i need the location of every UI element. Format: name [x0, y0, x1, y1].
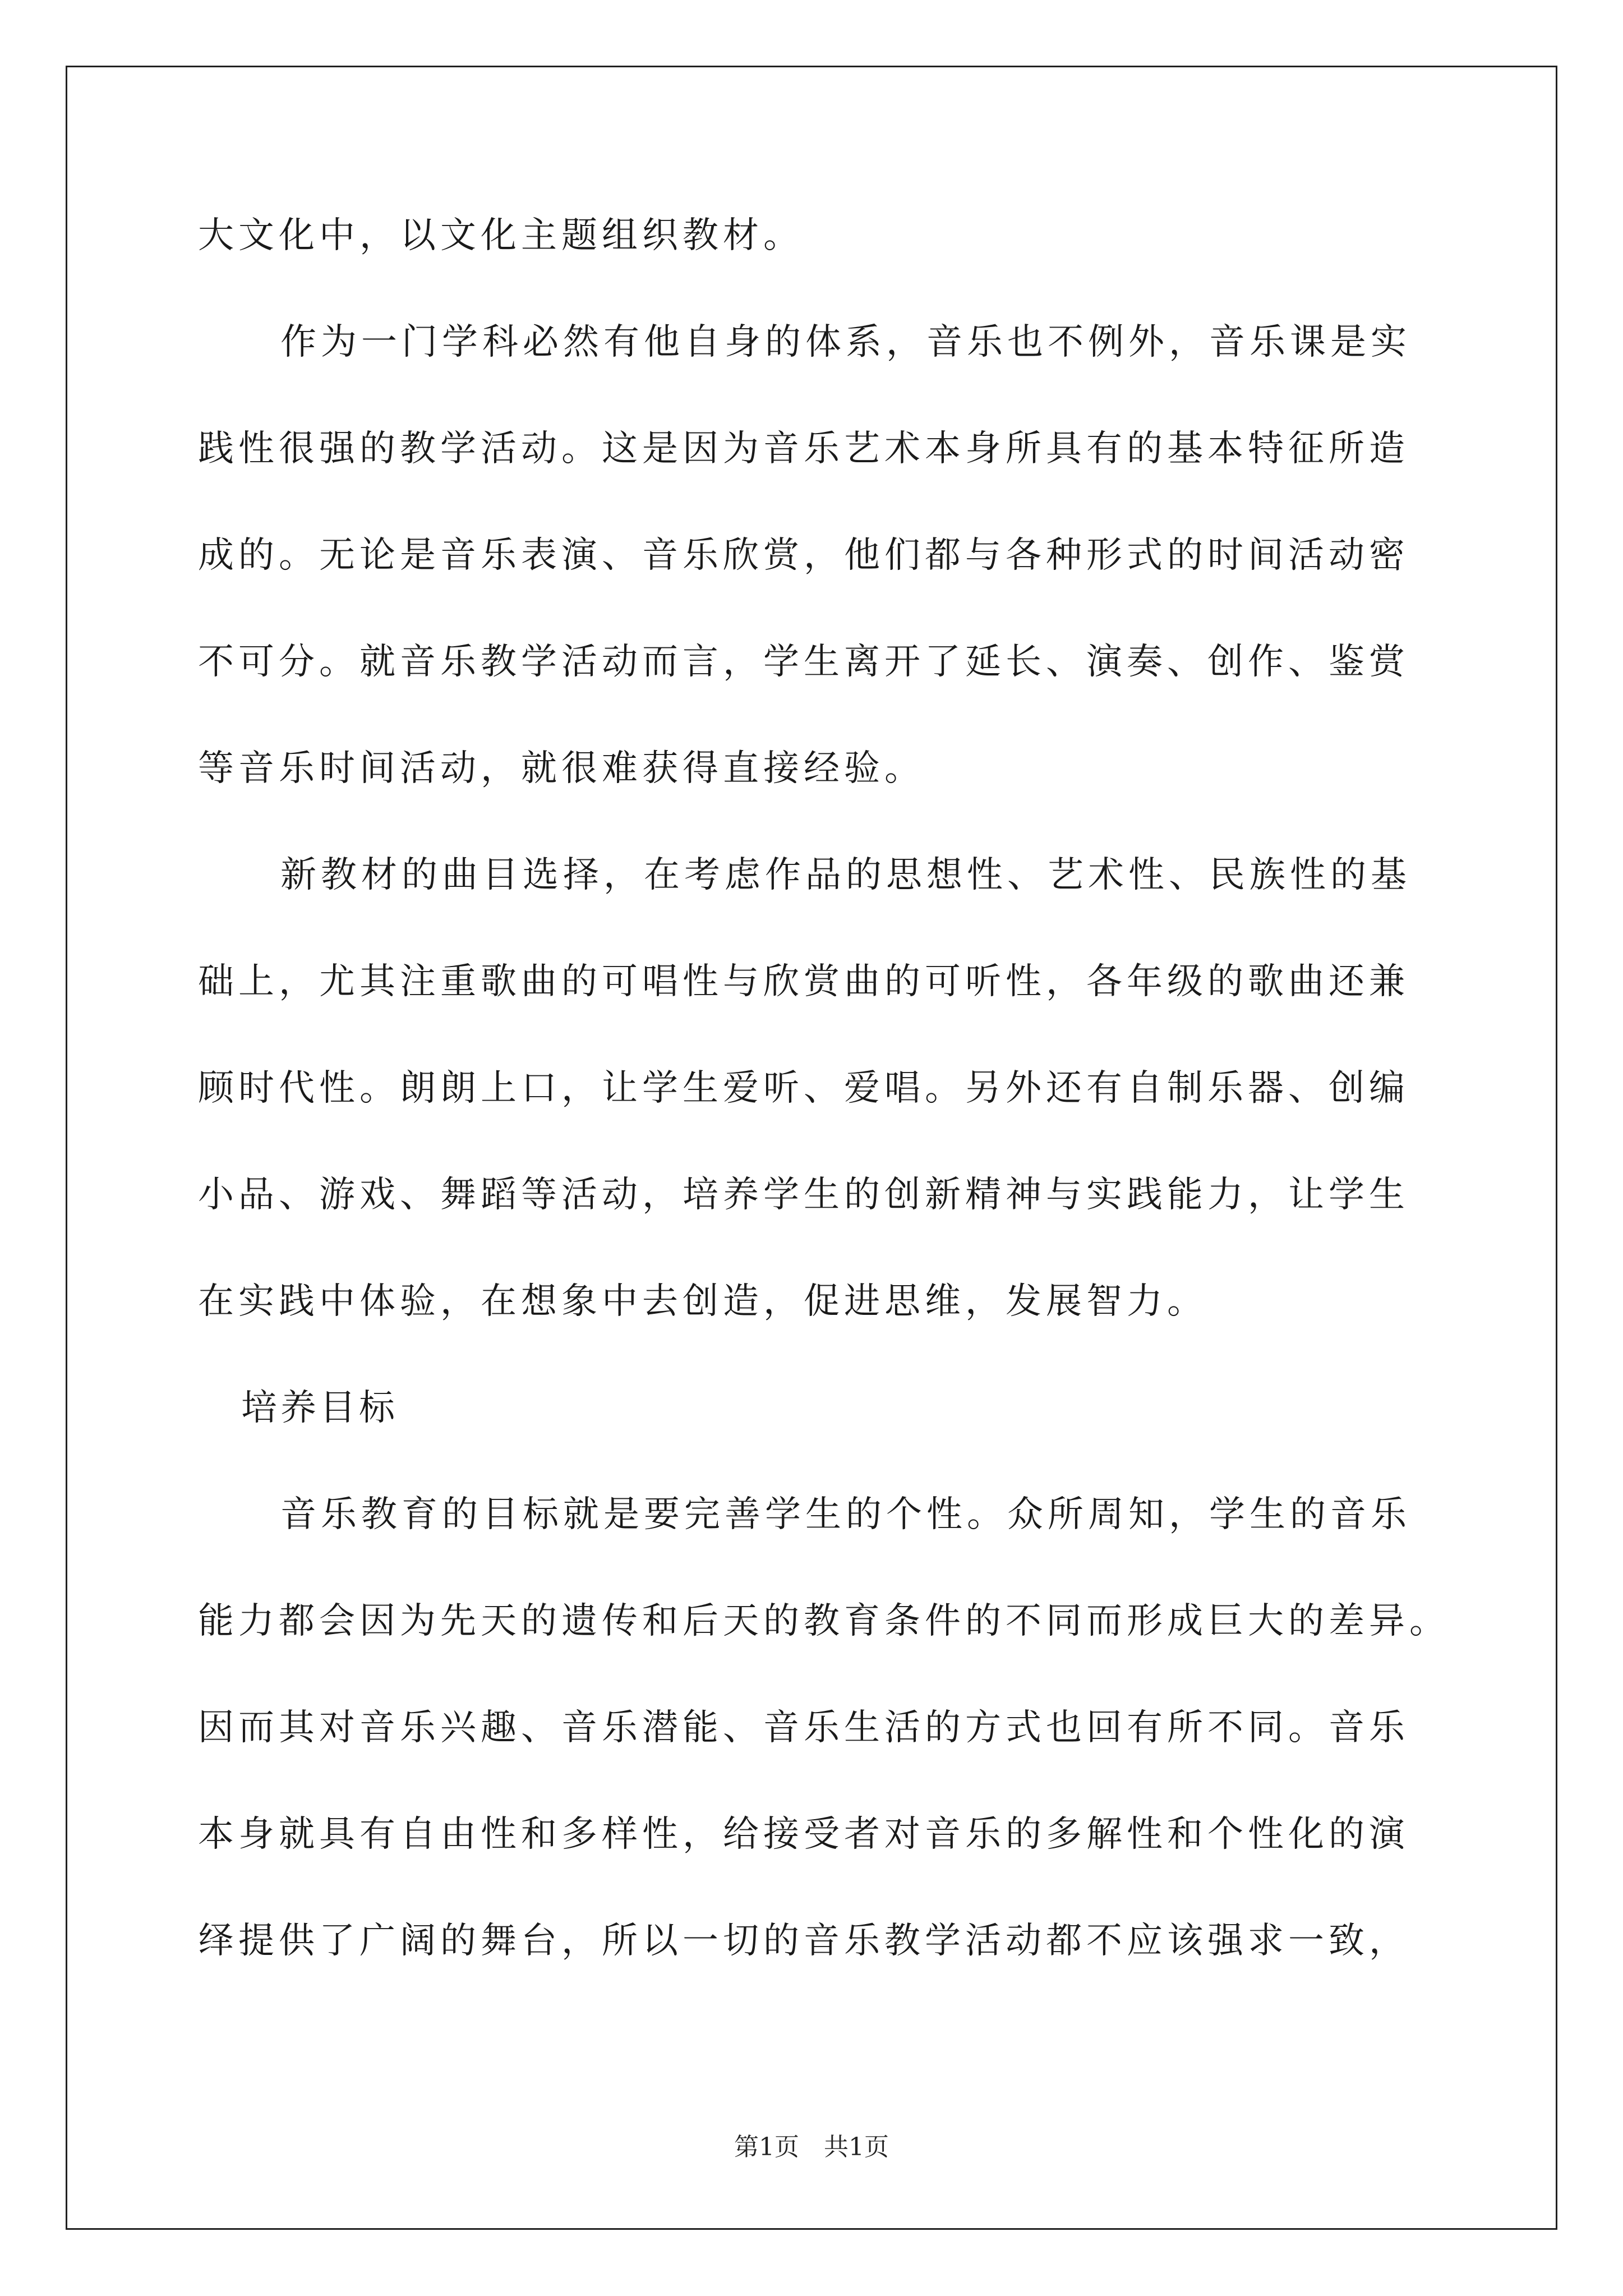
text-line: 绎提供了广阔的舞台，所以一切的音乐教学活动都不应该强求一致， [198, 1920, 1409, 1962]
text-line: 新教材的曲目选择，在考虑作品的思想性、艺术性、民族性的基 [280, 854, 1411, 896]
text-line: 小品、游戏、舞蹈等活动，培养学生的创新精神与实践能力，让学生 [198, 1174, 1409, 1216]
page-border [66, 66, 1557, 2230]
text-line: 在实践中体验，在想象中去创造，促进思维，发展智力。 [198, 1281, 1207, 1322]
section-heading: 培养目标 [241, 1387, 398, 1429]
text-line: 顾时代性。朗朗上口，让学生爱听、爱唱。另外还有自制乐器、创编 [198, 1068, 1409, 1109]
text-line: 大文化中，以文化主题组织教材。 [198, 215, 804, 256]
text-line: 作为一门学科必然有他自身的体系，音乐也不例外，音乐课是实 [280, 321, 1411, 363]
text-line: 能力都会因为先天的遗传和后天的教育条件的不同而形成巨大的差异。 [198, 1600, 1450, 1642]
text-line: 础上，尤其注重歌曲的可唱性与欣赏曲的可听性，各年级的歌曲还兼 [198, 961, 1409, 1002]
text-line: 本身就具有自由性和多样性，给接受者对音乐的多解性和个性化的演 [198, 1814, 1409, 1855]
text-line: 音乐教育的目标就是要完善学生的个性。众所周知，学生的音乐 [280, 1494, 1411, 1535]
text-line: 因而其对音乐兴趣、音乐潜能、音乐生活的方式也回有所不同。音乐 [198, 1707, 1409, 1749]
page-footer: 第1页 共1页 [734, 2133, 889, 2161]
text-line: 等音乐时间活动，就很难获得直接经验。 [198, 748, 925, 789]
text-line: 践性很强的教学活动。这是因为音乐艺术本身所具有的基本特征所造 [198, 428, 1409, 470]
text-line: 不可分。就音乐教学活动而言，学生离开了延长、演奏、创作、鉴赏 [198, 641, 1409, 683]
text-line: 成的。无论是音乐表演、音乐欣赏，他们都与各种形式的时间活动密 [198, 535, 1409, 576]
